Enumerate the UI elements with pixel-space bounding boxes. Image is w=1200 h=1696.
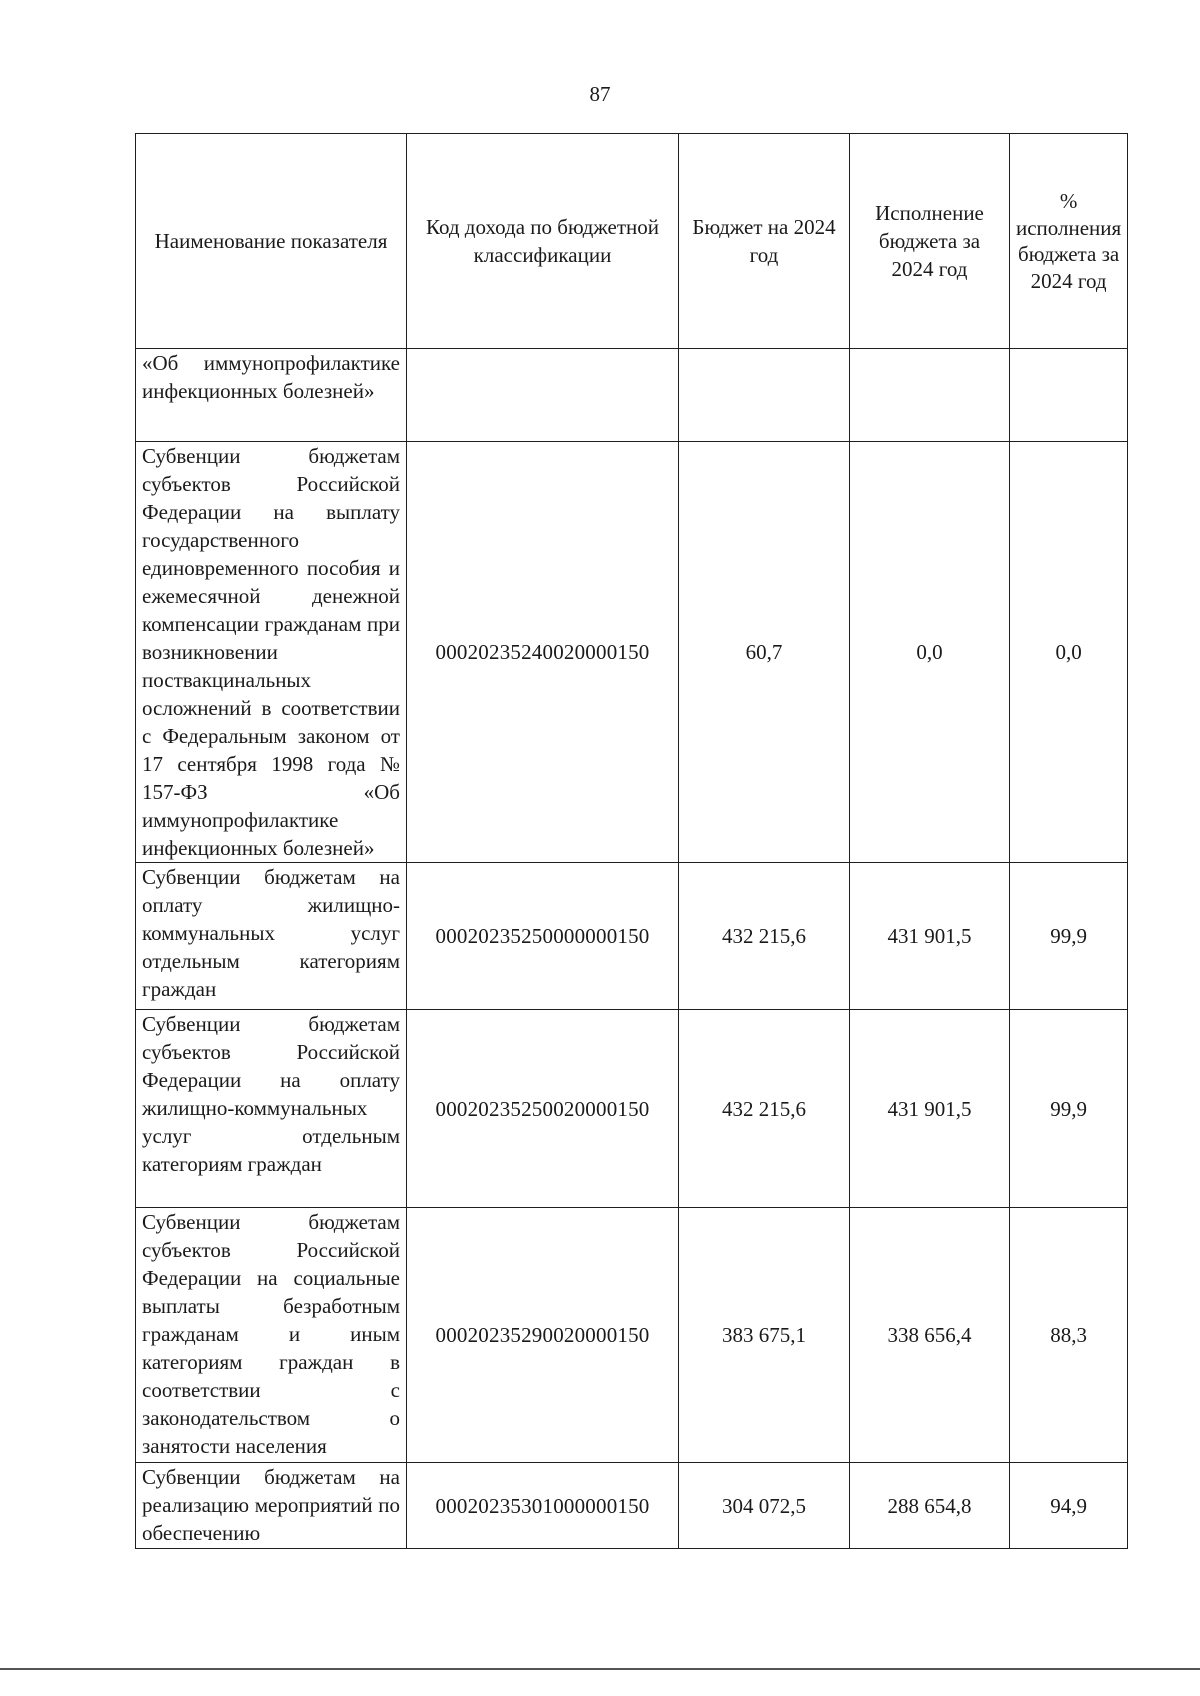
revenue-code-cell: 00020235240020000150: [407, 442, 679, 863]
execution-cell: 431 901,5: [850, 863, 1010, 1010]
scan-bottom-edge-line: [0, 1668, 1200, 1670]
table-header-row: [136, 134, 1128, 349]
table-row: [136, 1010, 1128, 1208]
revenue-code-cell: 00020235250020000150: [407, 1010, 679, 1208]
table-row: [136, 1463, 1128, 1549]
header-budget-2024: Бюджет на 2024 год: [679, 134, 850, 349]
percent-cell: [1010, 349, 1128, 442]
indicator-name-cell: Субвенции бюджетам на реализацию мероприятий по обеспечению: [136, 1463, 407, 1549]
execution-cell: [850, 349, 1010, 442]
percent-cell: 99,9: [1010, 863, 1128, 1010]
execution-cell: 338 656,4: [850, 1208, 1010, 1463]
indicator-name-cell: Субвенции бюджетам субъектов Российской Федерации на выплату государственного единовременного пособия и ежемесячной денежной компенсации гражданам при возникновении поствакцинальных осложнений в соответствии с Федеральным законом от 17 сентября 1998 года № 157-ФЗ «Об иммунопрофилактике инфекционных болезней»: [136, 442, 407, 863]
execution-cell: 288 654,8: [850, 1463, 1010, 1549]
page-number: 87: [589, 82, 611, 106]
revenue-code-cell: 00020235290020000150: [407, 1208, 679, 1463]
table-row: [136, 442, 1128, 863]
indicator-name-cell: Субвенции бюджетам субъектов Российской Федерации на оплату жилищно-коммунальных услуг отдельным категориям граждан: [136, 1010, 407, 1208]
table-row: [136, 349, 1128, 442]
header-indicator-name: Наименование показателя: [136, 134, 407, 349]
table-row: [136, 1208, 1128, 1463]
budget-cell: 383 675,1: [679, 1208, 850, 1463]
revenue-code-cell: 00020235250000000150: [407, 863, 679, 1010]
indicator-name-cell: Субвенции бюджетам на оплату жилищно-коммунальных услуг отдельным категориям граждан: [136, 863, 407, 1010]
indicator-name-cell: «Об иммунопрофилактике инфекционных болезней»: [136, 349, 407, 442]
header-execution-2024: Исполнение бюджета за 2024 год: [850, 134, 1010, 349]
budget-cell: 60,7: [679, 442, 850, 863]
execution-cell: 0,0: [850, 442, 1010, 863]
percent-cell: 88,3: [1010, 1208, 1128, 1463]
budget-cell: [679, 349, 850, 442]
revenue-code-cell: [407, 349, 679, 442]
budget-cell: 432 215,6: [679, 863, 850, 1010]
header-execution-percent: % исполнения бюджета за 2024 год: [1010, 134, 1128, 349]
indicator-name-cell: Субвенции бюджетам субъектов Российской Федерации на социальные выплаты безработным гражданам и иным категориям граждан в соответствии с законодательством о занятости населения: [136, 1208, 407, 1463]
budget-cell: 432 215,6: [679, 1010, 850, 1208]
budget-revenue-table: [135, 133, 1128, 1549]
budget-cell: 304 072,5: [679, 1463, 850, 1549]
revenue-code-cell: 00020235301000000150: [407, 1463, 679, 1549]
percent-cell: 99,9: [1010, 1010, 1128, 1208]
percent-cell: 0,0: [1010, 442, 1128, 863]
percent-cell: 94,9: [1010, 1463, 1128, 1549]
table-row: [136, 863, 1128, 1010]
execution-cell: 431 901,5: [850, 1010, 1010, 1208]
header-revenue-code: Код дохода по бюджетной классификации: [407, 134, 679, 349]
